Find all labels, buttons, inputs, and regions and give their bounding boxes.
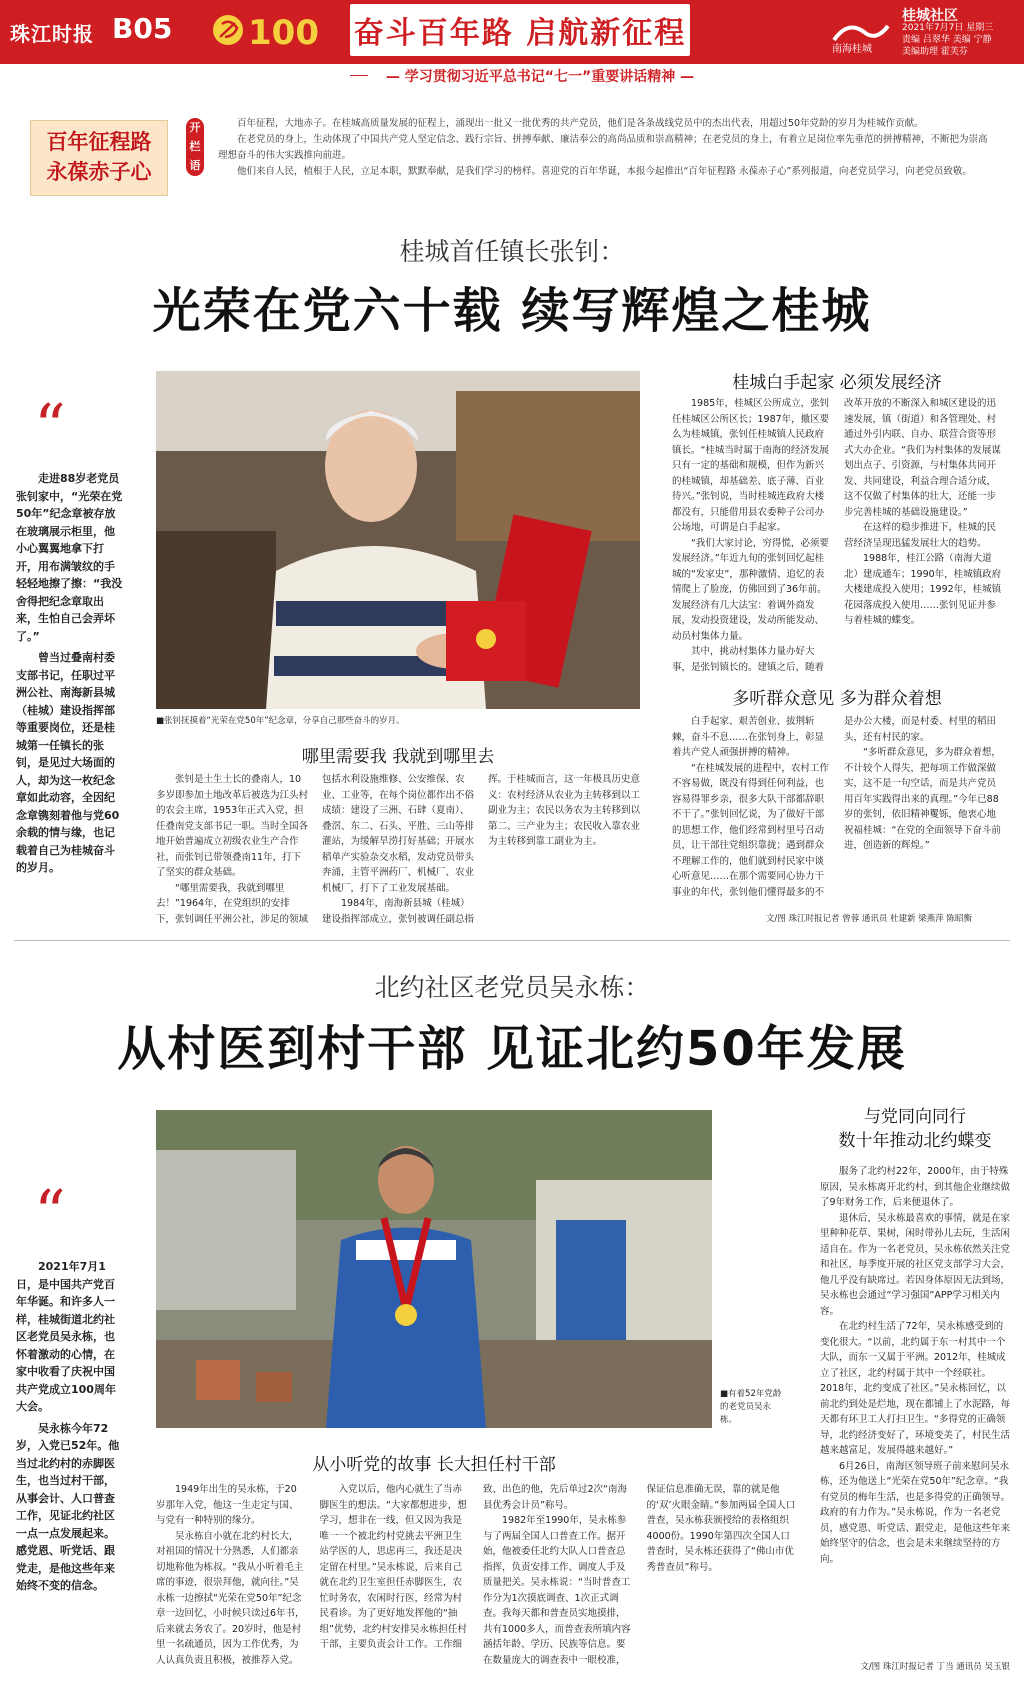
wu-yongdong-photo: [156, 1110, 712, 1428]
quote-mark-icon: “: [34, 1176, 66, 1249]
story2-kicker: 北约社区老党员吴永栋：: [374, 973, 650, 1002]
series-badge-line-1: 百年征程路: [46, 129, 152, 154]
story2-section-b-title: 与党同向同行: [864, 1107, 966, 1127]
page-number: B05: [112, 12, 173, 45]
story2-headline: 从村医到村干部 见证北约50年发展: [117, 1021, 907, 1077]
body-paragraph: 1988年，桂江公路（南海大道北）建成通车；1990年，桂城镇政府大楼建成投入使用；1992年，桂城镇花园落成投入使用……张钊见证并参与着桂城的蝶变。: [844, 553, 1002, 626]
slogan: 奋斗百年路 启航新征程: [353, 16, 687, 51]
paper-name: 珠江时报: [10, 22, 94, 46]
column-intro: [218, 116, 988, 180]
intro-paragraph: 他们来自人民，植根于人民，立足本职，默默奉献，是我们学习的榜样。喜迎党的百年华诞，本报今起推出“百年征程路 永葆赤子心”系列报道，向老党员学习，向老党员致敬。: [237, 166, 972, 177]
column-tag: 开栏语: [186, 118, 204, 176]
body-paragraph: 1985年，桂城区公所成立，张钊任桂城区公所区长；1987年，撤区要么为桂城镇，张钊任桂城镇人民政府镇长。“桂城当时属于南海的经济发展只有一定的基础和规模，但作为新兴的桂城镇，却基础差、底子薄、百业待兴。”张钊说，当时桂城连政府大楼都没有，只能借用县农委种子公司办公场地，可谓是白手起家。: [672, 398, 830, 533]
story1-photo-caption: ■张钊抚摸着“光荣在党50年”纪念章，分享自己那些奋斗的岁月。: [156, 716, 405, 726]
story2-section-a-body: [156, 1482, 796, 1668]
body-paragraph: 白手起家、艰苦创业、拔荆斩棘，奋斗不息……在张钊身上，彰显着共产党人顽强拼搏的精神。: [672, 716, 825, 758]
story2-photo-caption: ■有着52年党龄的老党员吴永栋。: [720, 1389, 782, 1425]
quote-mark-icon: “: [34, 390, 66, 463]
editor-credits: 责编 吕翠华 美编 宁静 美编助理 霍芙芬: [902, 35, 992, 57]
body-paragraph: 1984年，南海新县城（桂城）建设指挥部成立，张钊被调任副总指挥。于桂城而言，这一年极具历史意义：农村经济从农业为主转移到以工副业为主；农民以务农为主转移到以第二、三产业为主；农民收入靠农业为主转移到靠工副业为主。: [322, 774, 640, 925]
intro-paragraph: 在老党员的身上，生动体现了中国共产党人坚定信念、践行宗旨、拼搏奉献、廉洁奉公的高尚品质和崇高精神；在老党员的身上，有着立足岗位率先垂范的拼搏精神，不断把为崇高理想奋斗的伟大实践推向前进。: [218, 134, 988, 161]
party-centenary-logo: [208, 4, 326, 60]
sidebar-paragraph: 吴永栋今年72岁，入党已52年。他当过北约村的赤脚医生，也当过村干部，从事会计、人口普查工作，见证北约社区一点一点发展起来。感党恩、听党话、跟党走，是他这些年来始终不变的信念。: [16, 1421, 120, 1592]
body-paragraph: 在北约村生活了72年，吴永栋感受到的变化很大。“以前，北约属于东一村其中一个大队，而东一又属于平洲。2012年，桂城成立了社区，北约村属于其中一个经联社。2018年，北约变成了社区。”吴永栋回忆，以前北约到处是烂地，现在都铺上了水泥路，每天都有环卫工人打扫卫生。“多得党的正确领导，北约经济变好了，环境变美了，村民生活越来越富足，发展得越来越好。”: [820, 1321, 1010, 1456]
zhang-zhao-photo: [156, 371, 640, 709]
series-badge-line-2: 永葆赤子心: [46, 159, 152, 184]
body-paragraph: 吴永栋自小就在北约村长大，对祖国的情况十分熟悉，人们都亲切地称他为栋叔。“我从小听着毛主席的事迹，很崇拜他，就向往。”吴永栋一边擦拭“光荣在党50年”纪念章一边回忆，小时候只读过6年书，后来就去务农了。20岁时，他是村里一名疏通员，因为工作优秀，为人认真负责且积极，被推荐入党。: [156, 1530, 305, 1666]
story2-section-a-title: 从小听党的故事 长大担任村干部: [312, 1455, 556, 1475]
body-paragraph: “在桂城发展的进程中，农村工作不容易做，既没有得到任何利益，也容易得罪乡亲，很多大队干部都辞职不干了。”张钊回忆说，为了做好干部的思想工作，他们经常到村里号召动员，让干部往党组织靠拢；遇到群众不理解工作的，他们就到村民家中谈心听意见……在那个需要同心协力干事业的年代，张钊他们懂得最多的不是办公大楼，而是村委、村里的稻田头，还有村民的家。: [672, 716, 997, 898]
sidebar-paragraph: 走进88岁老党员张钊家中，“光荣在党50年”纪念章被存放在玻璃展示柜里，他小心翼翼地拿下打开，用布满皱纹的手轻轻地擦了擦：“我没舍得把纪念章取出来，生怕自己会弄坏了。”: [16, 472, 123, 643]
story1-section-c-title: 多听群众意见 多为群众着想: [732, 689, 942, 709]
sidebar-paragraph: 2021年7月1日，是中国共产党百年华诞。和许多人一样，桂城街道北约社区老党员吴永栋，也怀着激动的心情，在家中收看了庆祝中国共产党成立100周年大会。: [16, 1260, 116, 1413]
story2-credit: 文/图 珠江时报记者 丁当 通讯员 吴玉银: [860, 1662, 1010, 1672]
issue-date: 2021年7月7日 星期三: [902, 23, 994, 33]
body-paragraph: “我们大家讨论，穷得慌，必须要发展经济。”年近九旬的张钊回忆起桂城的“发家史”，那种激情、追忆的表情爬上了脸庞，仿佛回到了36年前。发展经济有几大法宝：着调外商发展，发动投资建设，发动所能发动、动员村集体力量。: [672, 537, 829, 642]
body-paragraph: “哪里需要我，我就到哪里去！”1964年，在党组织的安排下，张钊调任平洲公社，涉足的领域包括水利设施维修、公安维保、农业、工业等，在每个岗位都作出不俗成绩：建设了三洲、石肆（夏南）、叠滘、东二、石头、平胜、三山等排灌站，为缓解旱涝打好基础；开展水稻单产实验杂交水稻，发动党员带头奔涌，主管平洲药厂、机械厂、农业机械厂，打下了工业发展基础。: [156, 774, 475, 925]
story-divider: [14, 940, 1010, 941]
story1-sidebar: [16, 470, 124, 874]
story2-sidebar: [16, 1258, 124, 1592]
story1-section-b-body: [672, 396, 1002, 684]
body-paragraph: 在这样的稳步推进下，桂城的民营经济呈现迅猛发展壮大的趋势。: [844, 522, 997, 549]
story1-section-a-title: 哪里需要我 我就到哪里去: [301, 747, 495, 767]
body-paragraph: 其中，挑动村集体力量办好大事，是张钊镇长的。建镇之后，随着改革开放的不断深入和城区建设的迅速发展，镇（街道）和各管理处、村通过外引内联、自办、联营合资等形式大办企业。“我们为村集体的发展谋划出点子、引资源，与村集体共同开发、共同建设，利益合理合适分成，这不仅做了村集体的壮大，还能一步步完善桂城的基础设施建设。”: [672, 398, 1001, 673]
brand-text: 南海桂城: [832, 44, 872, 54]
masthead-subtitle: — 学习贯彻习近平总书记“七一”重要讲话精神 —: [385, 69, 695, 85]
story2-section-b-title-2: 数十年推动北约蝶变: [838, 1131, 992, 1151]
story1-section-b-title: 桂城白手起家 必须发展经济: [732, 373, 942, 393]
nanhai-guicheng-logo: [830, 14, 892, 54]
body-paragraph: 1982年至1990年，吴永栋参与了两届全国人口普查工作。据开始，他被委任北约大队人口普查总指挥，负责安排工作、调度人手及质量把关。吴永栋说：“当时普查工作分为1次摸底调查、1次正式调查。我每天都和普查员实地摸排，共有1000多人，而普查表所填内容涵括年龄、学历、民族等信息。要在数量庞大的调查表中一眼校准，保证信息准确无误，靠的就是他的‘双’火眼金睛。”参加两届全国人口普查，吴永栋获颁授给的表格组织4000份。1990年第四次全国人口普查时，吴永栋还获得了“佛山市优秀普查员”称号。: [483, 1484, 796, 1666]
intro-paragraph: 百年征程，大地赤子。在桂城高质量发展的征程上，涌现出一批又一批优秀的共产党员，他们是各条战线党员中的杰出代表，用超过50年党龄的岁月为桂城作贡献。: [237, 118, 924, 129]
story1-credit: 文/图 珠江时报记者 曾蓉 通讯员 杜建新 梁燕萍 陈昭衡: [765, 914, 972, 924]
issue-meta: [902, 22, 1022, 58]
body-paragraph: “多听群众意见，多为群众着想，不计较个人得失，把每项工作做深做实，这不是一句空话，而是共产党员用百年实践得出来的真理。”今年已88岁的张钊，依旧精神矍铄，他衷心地祝福桂城：“在党的全面领导下奋斗前进，创造新的辉煌。”: [844, 747, 1001, 851]
story1-section-a-body: [156, 772, 640, 928]
svg-text:100: 100: [248, 13, 319, 53]
story1-kicker: 桂城首任镇长张钊：: [399, 237, 625, 266]
body-paragraph: 退休后，吴永栋最喜欢的事情，就是在家里种种花草、果树，闲时带孙儿去玩，生活闲适自在。作为一名老党员，吴永栋依然关注党和社区，每季度开展的社区党支部学习大会，他几乎没有缺席过。若因身体原因无法到场，吴永栋也会通过“学习强国”APP学习相关内容。: [820, 1212, 1010, 1317]
story2-section-b-body: [820, 1164, 1010, 1642]
series-badge: [30, 120, 168, 196]
body-paragraph: 入党以后，他内心就生了当赤脚医生的想法。“大家都想进步，想学习，想非在一线，但又因为我是唯一一个被北约村党挑去平洲卫生站学医的人，思虑再三，我还是决定留在村里。”吴永栋说，后来自己就在北约卫生室担任赤脚医生，农忙时务农，农闲时行医，经常为村民看诊。为了更好地发挥他的“抽组”优势，北约村安排吴永栋担任村干部，主要负责会计工作。工作细致、出色的他，先后单过2次“南海县优秀会计员”称号。: [319, 1484, 627, 1650]
sidebar-paragraph: 曾当过叠南村委支部书记，任职过平洲公社、南海新县城（桂城）建设指挥部等重要岗位，还是桂城第一任镇长的张钊，是见过大场面的人，却为这一枚纪念章如此动容，全因纪念章镌刻着他与党60余载的情与缘，也记载着自己为桂城奋斗的岁月。: [16, 651, 120, 874]
body-paragraph: 张钊是土生土长的叠南人，10多岁即参加土地改革后被选为江头村的农会主席，1953年正式入党，担任叠南党支部书记一职。当时全国各地开始普遍成立初级农业生产合作社，而张钊已带领叠南11年，打下了坚实的群众基础。: [156, 774, 309, 878]
body-paragraph: 1949年出生的吴永栋，于20岁那年入党，他这一生走定与国、与党有一种特别的缘分。: [156, 1484, 299, 1526]
body-paragraph: 6月26日，南海区领导班子前来慰问吴永栋，还为他送上“光荣在党50年”纪念章。“我有党员的梅年生活，也是多得党的正确领导。政府的有力作为。”吴永栋说，作为一名老党员，感党恩、听党话、跟党走，是他这些年来始终坚守的信念，也会是未来继续坚持的方向。: [820, 1460, 1010, 1565]
section-name: 桂城社区: [902, 8, 958, 24]
story1-section-c-body: [672, 714, 1002, 900]
body-paragraph: 服务了北约村22年，2000年，由于特殊原因，吴永栋离开北约村，到其他企业继续做了9年财务工作，后来便退休了。: [820, 1166, 1010, 1208]
story1-headline: 光荣在党六十载 续写辉煌之桂城: [152, 283, 872, 339]
